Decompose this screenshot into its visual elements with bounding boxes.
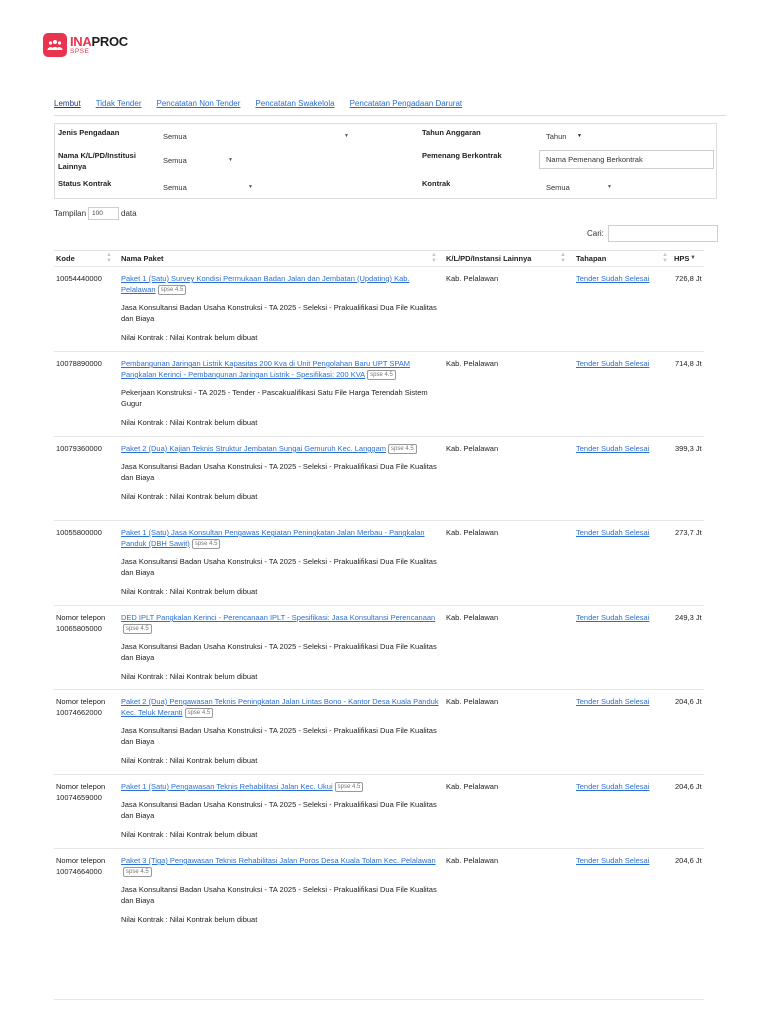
row-kode: Nomor telepon 10074662000	[56, 697, 106, 717]
search	[587, 225, 718, 242]
filter-panel	[54, 123, 717, 199]
row-nilai: Nilai Kontrak : Nilai Kontrak belum dibuat	[121, 492, 258, 502]
people-logo-icon	[43, 33, 67, 57]
sort-desc-icon: ▼	[690, 255, 696, 261]
status-kontrak-label: Status Kontrak	[58, 179, 112, 188]
spse-badge: spse 4.5	[192, 539, 221, 549]
row-desc: Jasa Konsultansi Badan Usaha Konstruksi - TA 2025 - Seleksi - Prakualifikasi Dua File Kualitas dan Biaya	[121, 557, 437, 578]
search-label: Cari:	[587, 229, 604, 238]
tahun-anggaran-value: Tahun	[546, 131, 567, 141]
row-nilai: Nilai Kontrak : Nilai Kontrak belum dibuat	[121, 587, 258, 597]
page-length	[54, 207, 137, 220]
pemenang-input[interactable]	[539, 150, 714, 169]
kontrak-label: Kontrak	[422, 179, 451, 188]
row-kl: Kab. Pelalawan	[446, 274, 499, 283]
row-kl: Kab. Pelalawan	[446, 856, 499, 865]
package-link[interactable]: DED IPLT Pangkalan Kerinci - Perencanaan IPLT - Spesifikasi: Jasa Konsultansi Perencanaan	[121, 613, 436, 622]
row-tahapan-link[interactable]: Tender Sudah Selesai	[576, 613, 650, 622]
row-kl: Kab. Pelalawan	[446, 359, 499, 368]
tab-pencatatan-pengadaan-darurat[interactable]: Pencatatan Pengadaan Darurat	[349, 99, 463, 108]
col-kl[interactable]: K/L/PD/Instansi Lainnya	[446, 254, 532, 263]
row-desc: Jasa Konsultansi Badan Usaha Konstruksi - TA 2025 - Seleksi - Prakualifikasi Dua File Kualitas dan Biaya	[121, 800, 437, 821]
row-nama	[121, 612, 439, 682]
row-tahapan-link[interactable]: Tender Sudah Selesai	[576, 697, 650, 706]
row-kode: Nomor telepon 10074659000	[56, 782, 106, 802]
row-nama	[121, 696, 439, 766]
tab-pencatatan-swakelola[interactable]: Pencatatan Swakelola	[255, 99, 335, 108]
col-kode[interactable]: Kode	[56, 254, 75, 263]
row-tahapan-link[interactable]: Tender Sudah Selesai	[576, 856, 650, 865]
row-desc: Jasa Konsultansi Badan Usaha Konstruksi - TA 2025 - Seleksi - Prakualifikasi Dua File Kualitas dan Biaya	[121, 462, 437, 483]
tahun-anggaran-label: Tahun Anggaran	[422, 128, 481, 137]
tab-tidak-tender[interactable]: Tidak Tender	[95, 99, 142, 108]
col-nama-paket[interactable]: Nama Paket	[121, 254, 164, 263]
row-nama	[121, 855, 439, 925]
package-link[interactable]: Paket 2 (Dua) Kajian Teknis Struktur Jembatan Sungai Gemuruh Kec. Langgam	[121, 444, 387, 453]
table-row	[54, 266, 704, 351]
status-kontrak-value: Semua	[163, 182, 187, 192]
brand-logo[interactable]	[70, 35, 128, 56]
row-kode: Nomor telepon 10074664000	[56, 856, 106, 876]
spse-badge: spse 4.5	[123, 867, 152, 877]
package-link[interactable]: Paket 1 (Satu) Survey Kondisi Permukaan Badan Jalan dan Jembatan (Updating) Kab. Pelalawan	[121, 274, 410, 294]
pemenang-label: Pemenang Berkontrak	[422, 151, 502, 160]
table-header	[54, 250, 704, 267]
table-row	[54, 774, 704, 848]
row-hps: 273,7 Jt	[675, 528, 702, 537]
jenis-pengadaan-select[interactable]	[163, 129, 349, 143]
row-kl: Kab. Pelalawan	[446, 528, 499, 537]
status-kontrak-select[interactable]	[163, 180, 253, 194]
row-tahapan-link[interactable]: Tender Sudah Selesai	[576, 444, 650, 453]
row-nilai: Nilai Kontrak : Nilai Kontrak belum dibuat	[121, 672, 258, 682]
chevron-down-icon: ▼	[248, 184, 253, 190]
table-row	[54, 436, 704, 520]
page-length-prefix: Tampilan	[54, 209, 87, 218]
row-desc: Jasa Konsultansi Badan Usaha Konstruksi - TA 2025 - Seleksi - Prakualifikasi Dua File Kualitas dan Biaya	[121, 726, 437, 747]
row-desc: Jasa Konsultansi Badan Usaha Konstruksi - TA 2025 - Seleksi - Prakualifikasi Dua File Kualitas dan Biaya	[121, 642, 437, 663]
sort-icon: ▲ ▼	[662, 252, 668, 264]
sort-icon: ▲ ▼	[106, 252, 112, 264]
row-nama	[121, 527, 439, 597]
row-nilai: Nilai Kontrak : Nilai Kontrak belum dibuat	[121, 756, 258, 766]
row-desc: Jasa Konsultansi Badan Usaha Konstruksi - TA 2025 - Seleksi - Prakualifikasi Dua File Kualitas dan Biaya	[121, 303, 437, 324]
package-link[interactable]: Paket 1 (Satu) Pengawasan Teknis Rehabilitasi Jalan Kec. Ukui	[121, 782, 333, 791]
category-tabs	[54, 97, 726, 116]
package-link[interactable]: Paket 1 (Satu) Jasa Konsultan Pengawas Kegiatan Peningkatan Jalan Merbau - Pangkalan Panduk (DBH Sawit)	[121, 528, 425, 548]
kontrak-select[interactable]	[546, 180, 612, 194]
row-kl: Kab. Pelalawan	[446, 613, 499, 622]
tab-lembut[interactable]: Lembut	[54, 99, 81, 108]
row-kode: 10054440000	[56, 274, 102, 283]
caret-down-icon: ▼	[577, 133, 582, 139]
spse-badge: spse 4.5	[367, 370, 396, 380]
row-kode: 10055800000	[56, 528, 102, 537]
search-input[interactable]	[608, 225, 718, 242]
chevron-down-icon: ▼	[344, 133, 349, 139]
jenis-pengadaan-label: Jenis Pengadaan	[58, 128, 120, 137]
nama-kl-label: Nama K/L/PD/Institusi Lainnya	[58, 151, 136, 171]
pemenang-placeholder: Nama Pemenang Berkontrak	[546, 155, 643, 164]
chevron-down-icon: ▼	[607, 184, 612, 190]
row-hps: 204,6 Jt	[675, 697, 702, 706]
row-nilai: Nilai Kontrak : Nilai Kontrak belum dibuat	[121, 418, 258, 428]
row-tahapan-link[interactable]: Tender Sudah Selesai	[576, 782, 650, 791]
row-kode: 10079360000	[56, 444, 102, 453]
table-row	[54, 848, 704, 933]
col-hps[interactable]: HPS	[674, 254, 690, 263]
row-hps: 726,8 Jt	[675, 274, 702, 283]
package-link[interactable]: Paket 3 (Tiga) Pengawasan Teknis Rehabilitasi Jalan Poros Desa Kuala Tolam Kec. Pelalawan	[121, 856, 436, 865]
row-tahapan-link[interactable]: Tender Sudah Selesai	[576, 359, 650, 368]
row-hps: 204,6 Jt	[675, 782, 702, 791]
row-tahapan-link[interactable]: Tender Sudah Selesai	[576, 274, 650, 283]
row-nilai: Nilai Kontrak : Nilai Kontrak belum dibuat	[121, 915, 258, 925]
page-length-suffix: data	[121, 209, 137, 218]
kontrak-value: Semua	[546, 182, 570, 192]
row-nama	[121, 273, 439, 343]
table-row	[54, 605, 704, 689]
row-nama	[121, 781, 439, 840]
sort-icon: ▲ ▼	[560, 252, 566, 264]
brand-sub: SPSE	[70, 47, 90, 55]
row-kl: Kab. Pelalawan	[446, 782, 499, 791]
tahun-anggaran-select[interactable]	[546, 129, 582, 143]
nama-kl-select[interactable]	[163, 153, 233, 167]
row-kl: Kab. Pelalawan	[446, 697, 499, 706]
package-link[interactable]: Pembangunan Jaringan Listrik Kapasitas 200 Kva di Unit Pengolahan Baru UPT SPAM Pangkalan Kerinci - Pembangunan Jaringan Listrik - Spesifikasi: 200 KVA	[121, 359, 411, 379]
table-row	[54, 520, 704, 605]
row-hps: 204,6 Jt	[675, 856, 702, 865]
row-kode: 10078890000	[56, 359, 102, 368]
spse-badge: spse 4.5	[123, 624, 152, 634]
page-length-select[interactable]: 100	[88, 207, 119, 220]
package-link[interactable]: Paket 2 (Dua) Pengawasan Teknis Peningkatan Jalan Lintas Bono - Kantor Desa Kuala Panduk Kec. Teluk Meranti	[121, 697, 439, 717]
sort-icon: ▲ ▼	[431, 252, 437, 264]
row-nama	[121, 358, 439, 428]
row-desc: Pekerjaan Konstruksi - TA 2025 - Tender - Pascakualifikasi Satu File Harga Terendah Sistem Gugur	[121, 388, 428, 409]
footer-divider	[54, 999, 704, 1000]
spse-badge: spse 4.5	[158, 285, 187, 295]
brand-main-a: INA	[70, 33, 92, 49]
tab-pencatatan-non-tender[interactable]: Pencatatan Non Tender	[156, 99, 241, 108]
row-hps: 249,3 Jt	[675, 613, 702, 622]
row-kode: Nomor telepon 10065805000	[56, 613, 106, 633]
spse-badge: spse 4.5	[335, 782, 364, 792]
spse-badge: spse 4.5	[185, 708, 214, 718]
row-nama	[121, 443, 439, 502]
row-hps: 714,8 Jt	[675, 359, 702, 368]
jenis-pengadaan-value: Semua	[163, 131, 187, 141]
row-tahapan-link[interactable]: Tender Sudah Selesai	[576, 528, 650, 537]
row-nilai: Nilai Kontrak : Nilai Kontrak belum dibuat	[121, 333, 258, 343]
chevron-down-icon: ▼	[228, 157, 233, 163]
nama-kl-value: Semua	[163, 155, 187, 165]
row-nilai: Nilai Kontrak : Nilai Kontrak belum dibuat	[121, 830, 258, 840]
row-kl: Kab. Pelalawan	[446, 444, 499, 453]
table-row	[54, 351, 704, 436]
spse-badge: spse 4.5	[388, 444, 417, 454]
brand-main-b: PROC	[91, 33, 128, 49]
header	[43, 32, 128, 58]
row-desc: Jasa Konsultansi Badan Usaha Konstruksi - TA 2025 - Seleksi - Prakualifikasi Dua File Kualitas dan Biaya	[121, 885, 437, 906]
table-row	[54, 689, 704, 774]
row-hps: 399,3 Jt	[675, 444, 702, 453]
col-tahapan[interactable]: Tahapan	[576, 254, 607, 263]
